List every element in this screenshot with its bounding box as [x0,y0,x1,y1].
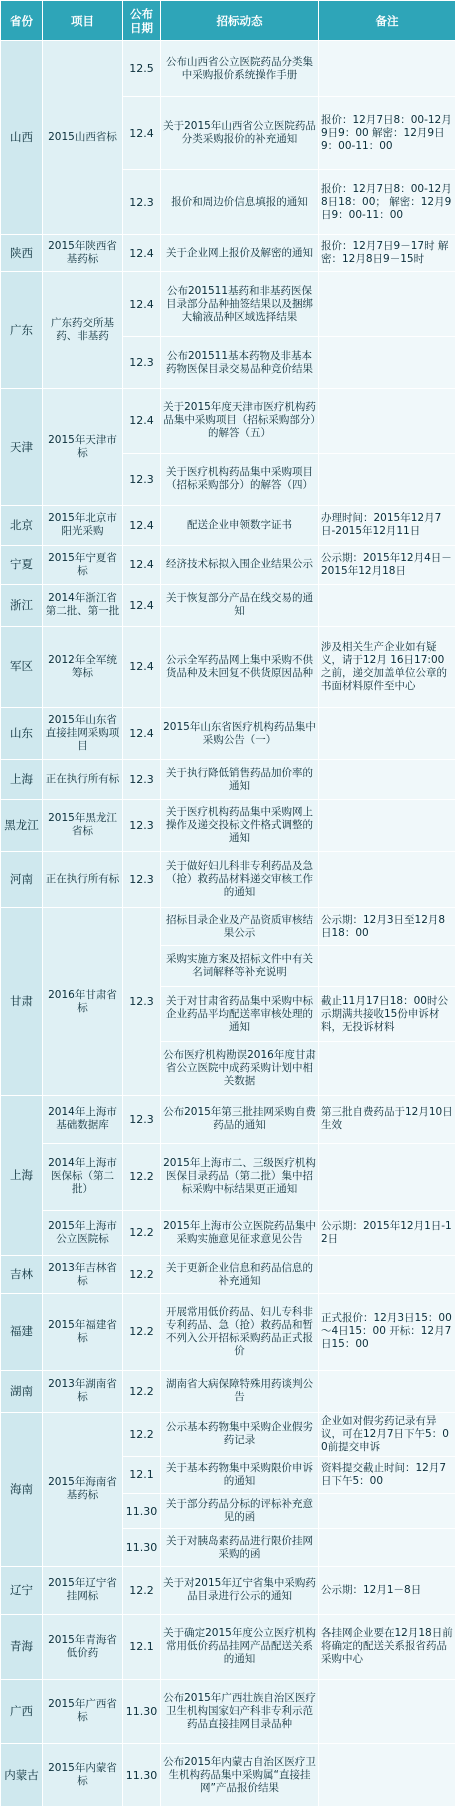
table-row [1,389,455,454]
dynamics-cell: 公布医疗机构勘误2016年度甘肃省公立医院中成药采购计划中相关数据 [161,1041,319,1095]
note-cell: 办理时间：2015年12月7日-2015年12月11日 [319,505,455,545]
province-cell: 山东 [1,708,43,760]
table-row [1,41,455,97]
dynamics-cell: 报价和周边价信息填报的通知 [161,170,319,235]
dynamics-cell: 公示全军药品网上集中采购不供货品种及未回复不供货原因品种 [161,626,319,707]
note-cell [319,799,455,851]
table-row [1,1210,455,1256]
date-cell: 12.2 [123,1256,161,1294]
dynamics-cell: 关于医疗机构药品集中采购网上操作及递交投标文件格式调整的通知 [161,799,319,851]
province-cell: 陕西 [1,234,43,272]
project-cell: 2015山西省标 [43,41,123,235]
dynamics-cell: 2015年山东省医疗机构药品集中采购公告（一） [161,708,319,760]
dynamics-cell: 招标目录企业及产品资质审核结果公示 [161,908,319,946]
note-cell [319,272,455,337]
project-cell: 2015年辽宁省挂网标 [43,1566,123,1614]
date-cell: 12.3 [123,1095,161,1143]
table-row [1,1143,455,1210]
date-cell: 12.2 [123,1412,161,1456]
note-cell [319,708,455,760]
date-cell: 12.3 [123,453,161,505]
project-cell: 2015年海南省基药标 [43,1412,123,1566]
table-row [1,1256,455,1294]
table-row [1,1095,455,1143]
note-cell: 第三批自费药品于12月10日生效 [319,1095,455,1143]
table-row [1,505,455,545]
note-cell: 截止11月17日18：00时公示期满共接收15份申诉材料，无投诉材料 [319,987,455,1041]
date-cell: 12.4 [123,708,161,760]
date-cell: 12.4 [123,234,161,272]
date-cell: 12.3 [123,908,161,1096]
project-cell: 2016年甘肃省标 [43,908,123,1096]
project-cell: 2015年黑龙江省标 [43,799,123,851]
project-cell: 广东药交所基药、非基药 [43,272,123,389]
date-cell: 12.3 [123,337,161,389]
dynamics-cell: 公布201511基本药物及非基本药物医保目录交易品种竞价结果 [161,337,319,389]
note-cell [319,1371,455,1413]
province-cell: 福建 [1,1293,43,1370]
project-cell: 2013年吉林省标 [43,1256,123,1294]
table-row [1,1614,455,1679]
province-cell: 辽宁 [1,1566,43,1614]
province-cell: 北京 [1,505,43,545]
project-cell: 2015年上海市公立医院标 [43,1210,123,1256]
province-cell: 海南 [1,1412,43,1566]
project-cell: 2012年全军统筹标 [43,626,123,707]
dynamics-cell: 关于2015年山西省公立医院药品分类采购报价的补充通知 [161,97,319,170]
project-cell: 2014年浙江省第二批、第一批 [43,585,123,627]
dynamics-cell: 配送企业申领数字证书 [161,505,319,545]
header-province: 省份 [1,1,43,41]
dynamics-cell: 开展常用低价药品、妇儿专科非专利药品、急（抢）救药品和暂不列入公开招标采购药品正式报价 [161,1293,319,1370]
note-cell [319,1494,455,1529]
note-cell: 资料提交截止时间：12月7日下午5：00 [319,1456,455,1494]
dynamics-cell: 关于基本药物集中采购限价申诉的通知 [161,1456,319,1494]
dynamics-cell: 关于做好妇儿科非专利药品及急（抢）救药品材料递交审核工作的通知 [161,851,319,907]
dynamics-cell: 采购实施方案及招标文件中有关名词解释等补充说明 [161,945,319,987]
note-cell: 公示期：2015年12月1日-12日 [319,1210,455,1256]
date-cell: 12.4 [123,389,161,454]
province-cell: 吉林 [1,1256,43,1294]
project-cell: 2015年北京市阳光采购 [43,505,123,545]
note-cell [319,851,455,907]
date-cell: 11.30 [123,1494,161,1529]
dynamics-cell: 关于对胰岛素药品进行限价挂网采购的函 [161,1529,319,1567]
header-project: 项目 [43,1,123,41]
table-row [1,1293,455,1370]
dynamics-cell: 公布201511基药和非基药医保目录部分品种抽签结果以及捆绑大输液品种区域选择结果 [161,272,319,337]
note-cell: 报价：12月7日8：00-12月9日9：00 解密：12月9日9：00-11：00 [319,97,455,170]
date-cell: 12.2 [123,1371,161,1413]
table-row [1,272,455,337]
date-cell: 12.4 [123,626,161,707]
note-cell [319,453,455,505]
province-cell: 军区 [1,626,43,707]
province-cell: 山西 [1,41,43,235]
date-cell: 11.30 [123,1529,161,1567]
province-cell: 广西 [1,1679,43,1744]
date-cell: 11.30 [123,1679,161,1744]
project-cell: 2013年湖南省标 [43,1371,123,1413]
date-cell: 12.3 [123,170,161,235]
note-cell [319,1744,455,1807]
province-cell: 宁夏 [1,545,43,585]
date-cell: 12.2 [123,1293,161,1370]
project-cell: 2015年宁夏省标 [43,545,123,585]
table-row [1,908,455,946]
province-cell: 湖南 [1,1371,43,1413]
dynamics-cell: 关于恢复部分产品在线交易的通知 [161,585,319,627]
note-cell: 涉及相关生产企业如有疑义，请于12月 16日17:00之前，递交加盖单位公章的书面材料原件至中心 [319,626,455,707]
dynamics-cell: 关于医疗机构药品集中采购项目（招标采购部分）的解答（四） [161,453,319,505]
note-cell: 报价：12月7日9－17时 解密：12月8日9－15时 [319,234,455,272]
table-row [1,799,455,851]
date-cell: 12.3 [123,851,161,907]
province-cell: 上海 [1,1095,43,1256]
header-date: 公布日期 [123,1,161,41]
province-cell: 广东 [1,272,43,389]
note-cell [319,1679,455,1744]
dynamics-cell: 关于部分药品分标的评标补充意见的函 [161,1494,319,1529]
dynamics-cell: 2015年上海市公立医院药品集中采购实施意见征求意见公告 [161,1210,319,1256]
note-cell: 企业如对假劣药记录有异议，可在12月7日下午5：00前提交申诉 [319,1412,455,1456]
project-cell: 2015年陕西省基药标 [43,234,123,272]
province-cell: 黑龙江 [1,799,43,851]
table-row [1,1679,455,1744]
dynamics-cell: 关于对2015年辽宁省集中采购药品目录进行公示的通知 [161,1566,319,1614]
dynamics-cell: 公布2015年第三批挂网采购自费药品的通知 [161,1095,319,1143]
date-cell: 12.3 [123,760,161,800]
note-cell: 各挂网企业要在12月18日前将确定的配送关系报省药品采购中心 [319,1614,455,1679]
project-cell: 2014年上海市基础数据库 [43,1095,123,1143]
dynamics-cell: 2015年上海市二、三级医疗机构医保目录药品（第二批）集中招标采购中标结果更正通知 [161,1143,319,1210]
date-cell: 12.1 [123,1456,161,1494]
project-cell: 2015年内蒙省标 [43,1744,123,1807]
project-cell: 正在执行所有标 [43,760,123,800]
project-cell: 2015年山东省直接挂网采购项目 [43,708,123,760]
note-cell: 公示期：2015年12月4日－2015年12月18日 [319,545,455,585]
dynamics-cell: 关于2015年度天津市医疗机构药品集中采购项目（招标采购部分）的解答（五） [161,389,319,454]
note-cell [319,945,455,987]
project-cell: 2015年广西省标 [43,1679,123,1744]
date-cell: 12.2 [123,1143,161,1210]
province-cell: 甘肃 [1,908,43,1096]
date-cell: 12.3 [123,799,161,851]
table-row [1,1566,455,1614]
note-cell [319,41,455,97]
project-cell: 2014年上海市医保标（第二批） [43,1143,123,1210]
note-cell [319,1256,455,1294]
note-cell [319,1529,455,1567]
province-cell: 天津 [1,389,43,506]
project-cell: 正在执行所有标 [43,851,123,907]
table-row [1,851,455,907]
table-row [1,1371,455,1413]
dynamics-cell: 关于更新企业信息和药品信息的补充通知 [161,1256,319,1294]
dynamics-cell: 关于执行降低销售药品加价率的通知 [161,760,319,800]
date-cell: 12.4 [123,585,161,627]
date-cell: 12.4 [123,545,161,585]
project-cell: 2015年福建省标 [43,1293,123,1370]
dynamics-cell: 公布2015年内蒙古自治区医疗卫生机构药品集中采购属“直接挂网”产品报价结果 [161,1744,319,1807]
date-cell: 12.1 [123,1614,161,1679]
dynamics-cell: 关于确定2015年度公立医疗机构常用低价药品挂网产品配送关系的通知 [161,1614,319,1679]
date-cell: 12.4 [123,505,161,545]
province-cell: 上海 [1,760,43,800]
province-cell: 河南 [1,851,43,907]
table-row [1,585,455,627]
table-row [1,234,455,272]
dynamics-cell: 关于对甘肃省药品集中采购中标企业药品平均配送率审核处理的通知 [161,987,319,1041]
table-row [1,760,455,800]
date-cell: 12.2 [123,1210,161,1256]
province-cell: 浙江 [1,585,43,627]
note-cell [319,1143,455,1210]
table-row [1,1744,455,1807]
header-dynamics: 招标动态 [161,1,319,41]
date-cell: 12.5 [123,41,161,97]
dynamics-cell: 湖南省大病保障特殊用药谈判公告 [161,1371,319,1413]
date-cell: 12.4 [123,97,161,170]
dynamics-cell: 公布山西省公立医院药品分类集中采购报价系统操作手册 [161,41,319,97]
province-cell: 内蒙古 [1,1744,43,1807]
note-cell [319,337,455,389]
dynamics-cell: 公示基本药物集中采购企业假劣药记录 [161,1412,319,1456]
note-cell: 公示期：12月1－8日 [319,1566,455,1614]
note-cell: 正式报价：12月3日15：00～4日15：00 开标：12月7日15：00 [319,1293,455,1370]
table-row [1,545,455,585]
table-row [1,626,455,707]
table-row [1,1412,455,1456]
project-cell: 2015年天津市标 [43,389,123,506]
dynamics-cell: 经济技术标拟入围企业结果公示 [161,545,319,585]
date-cell: 12.4 [123,272,161,337]
date-cell: 12.2 [123,1566,161,1614]
note-cell [319,585,455,627]
province-cell: 青海 [1,1614,43,1679]
note-cell: 报价：12月7日8：00-12月 8日18：00； 解密：12月9日9：00-11：00 [319,170,455,235]
project-cell: 2015年青海省低价药 [43,1614,123,1679]
note-cell [319,389,455,454]
date-cell: 11.30 [123,1744,161,1807]
note-cell [319,1041,455,1095]
note-cell: 公示期：12月3日至12月8日18：00 [319,908,455,946]
dynamics-cell: 公布2015年广西壮族自治区医疗卫生机构国家妇产科非专利示范药品直接挂网目录品种 [161,1679,319,1744]
note-cell [319,760,455,800]
dynamics-cell: 关于企业网上报价及解密的通知 [161,234,319,272]
table-row [1,708,455,760]
header-note: 备注 [319,1,455,41]
